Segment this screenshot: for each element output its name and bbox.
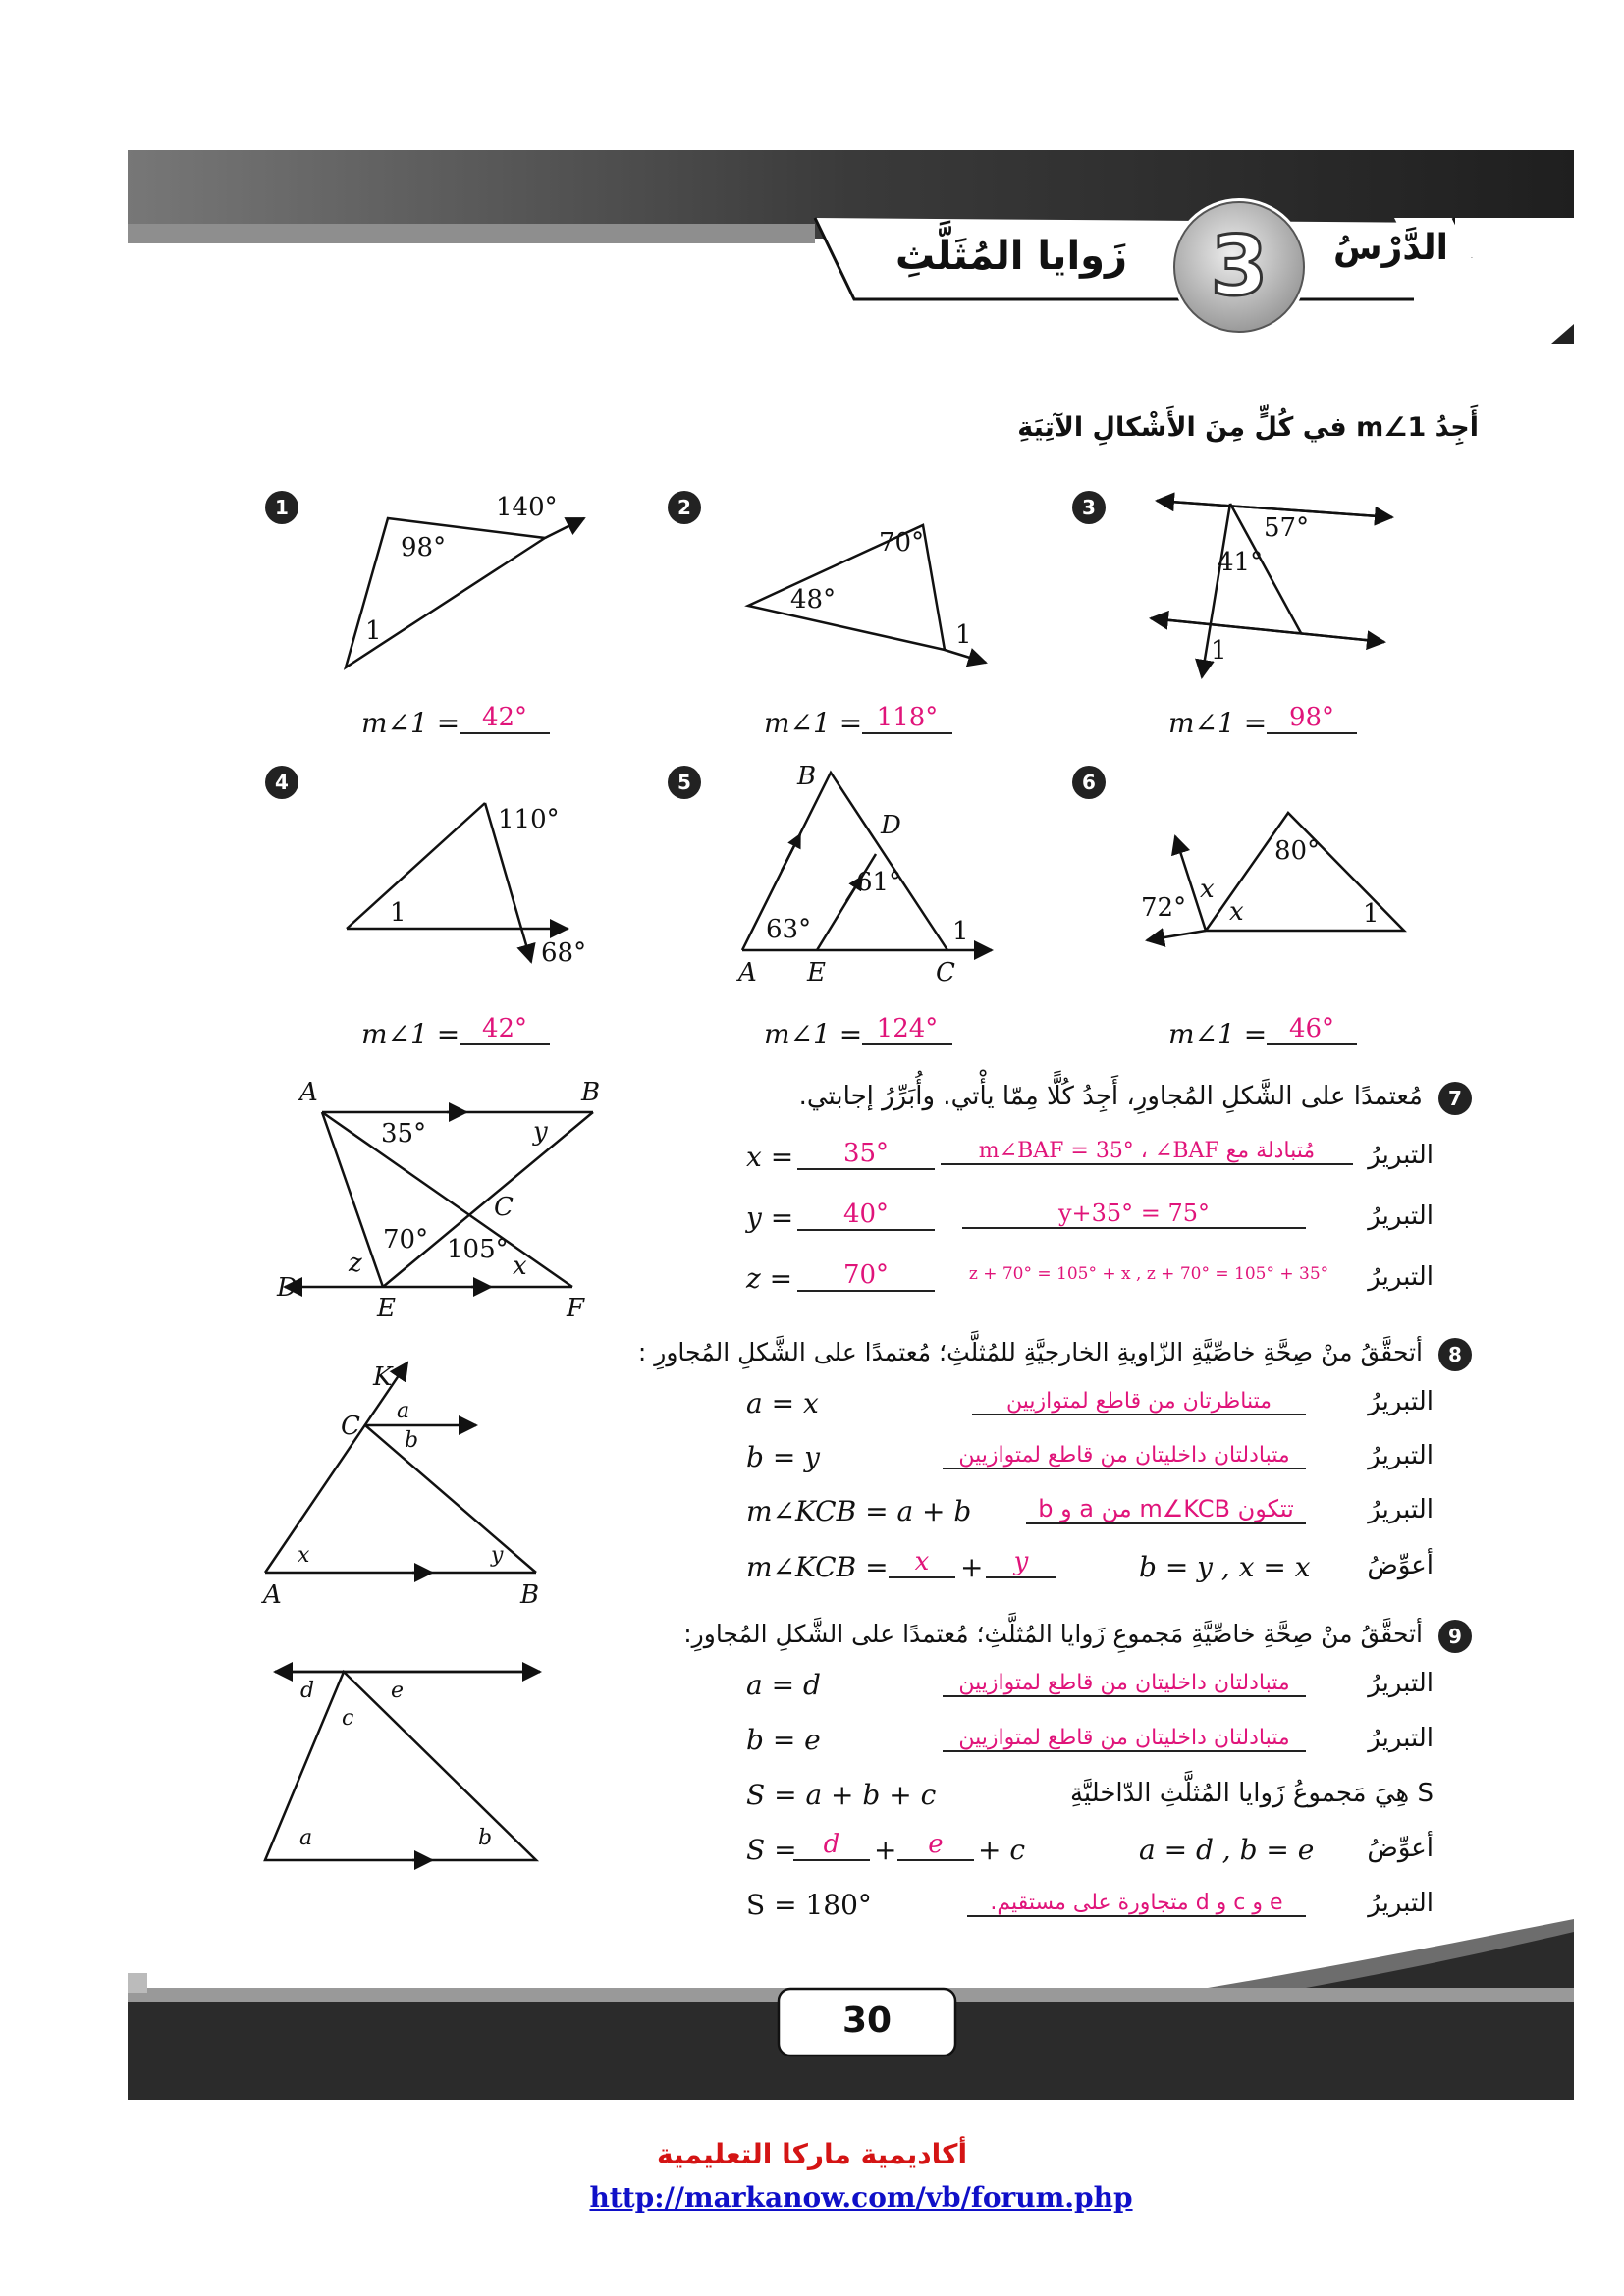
page-number: 30 bbox=[841, 2001, 893, 2041]
answer-6-value: 46° bbox=[1267, 1014, 1357, 1045]
q8-row1-label: التبريرُ bbox=[1368, 1387, 1434, 1416]
q9-sub-v2: e bbox=[897, 1830, 974, 1861]
q7-y-value: 40° bbox=[797, 1200, 935, 1231]
q8-sub-given: b = y , x = x bbox=[1139, 1551, 1311, 1583]
problem-9-badge: 9 bbox=[1438, 1620, 1472, 1653]
q9-row1-reason: متبادلتان داخليتان من قاطع لمتوازيين bbox=[943, 1671, 1306, 1697]
q7-y-var: y = bbox=[746, 1201, 794, 1234]
q9-s-expr: S = a + b + c bbox=[746, 1779, 937, 1811]
problem-5-badge: 5 bbox=[668, 766, 701, 799]
q8-text: أتحقَّقُ منْ صِحَّةِ خاصِّيَّةِ الزّاويةِ الخارجيَّةِ للمُثلَّثِ؛ مُعتمدًا على الشَّكلِ المُجاورِ : bbox=[637, 1338, 1423, 1366]
fig8-label-K: K bbox=[373, 1362, 393, 1392]
fig2-label-48: 48° bbox=[790, 585, 837, 614]
fig5-label-D: D bbox=[881, 811, 901, 840]
answer-3-value: 98° bbox=[1267, 703, 1357, 734]
lesson-word: الدَّرْسُ bbox=[1332, 228, 1448, 268]
fig3-label-1: 1 bbox=[1211, 636, 1227, 666]
q7-x-label: التبريرُ bbox=[1368, 1141, 1434, 1170]
q9-row2-reason: متبادلتان داخليتان من قاطع لمتوازيين bbox=[943, 1726, 1306, 1752]
fig5-label-63: 63° bbox=[766, 915, 812, 944]
problem-4-badge: 4 bbox=[265, 766, 298, 799]
answer-6-label: m∠1 = bbox=[1168, 1018, 1268, 1050]
q7-text: مُعتمدًا على الشَّكلِ المُجاورِ، أَجِدُ كُلًّا مِمّا يأْتي. وأُبَرِّرُ إجابتي. bbox=[798, 1082, 1423, 1111]
q9-row2-expr: b = e bbox=[746, 1724, 821, 1756]
fig8-label-b: b bbox=[405, 1428, 419, 1453]
fig5-label-A: A bbox=[738, 958, 757, 988]
q8-sub-v2: y bbox=[986, 1547, 1056, 1578]
q8-row3-label: التبريرُ bbox=[1368, 1495, 1434, 1524]
fig7-label-y: y bbox=[533, 1117, 548, 1147]
q9-row1-expr: a = d bbox=[746, 1669, 821, 1701]
fig8-label-x: x bbox=[298, 1543, 310, 1568]
q8-sub-label: أعوِّضُ bbox=[1367, 1551, 1434, 1580]
fig7-label-x: x bbox=[513, 1252, 527, 1281]
q8-sub-prefix: m∠KCB = bbox=[746, 1551, 889, 1583]
q8-row2-label: التبريرُ bbox=[1368, 1441, 1434, 1470]
fig9-label-d: d bbox=[300, 1679, 315, 1703]
fig5-label-C: C bbox=[936, 958, 955, 988]
fig7-label-C: C bbox=[494, 1193, 514, 1222]
q7-z-reason: z + 70° = 105° + x , z + 70° = 105° + 35° bbox=[968, 1264, 1329, 1284]
fig5-label-1: 1 bbox=[952, 917, 969, 946]
q9-final-reason: e و c و d متجاورة على مستقيم. bbox=[967, 1891, 1306, 1917]
fig5-label-E: E bbox=[807, 958, 826, 988]
q8-row3-expr: m∠KCB = a + b bbox=[746, 1495, 972, 1527]
lesson-title: زَوايا المُثَلَّثِ bbox=[894, 234, 1128, 279]
answer-3-label: m∠1 = bbox=[1168, 707, 1268, 739]
answer-1-label: m∠1 = bbox=[361, 707, 460, 739]
problem-3-badge: 3 bbox=[1072, 491, 1106, 524]
fig1-label-1: 1 bbox=[365, 616, 382, 646]
fig9-label-c: c bbox=[342, 1706, 354, 1731]
fig3-label-57: 57° bbox=[1264, 513, 1310, 543]
answer-2-value: 118° bbox=[862, 703, 952, 734]
q7-y-label: التبريرُ bbox=[1368, 1201, 1434, 1231]
q9-final-expr: S = 180° bbox=[746, 1889, 872, 1921]
fig7-label-D: D bbox=[277, 1273, 298, 1303]
q9-sub-given: a = d , b = e bbox=[1139, 1834, 1315, 1866]
fig7-label-A: A bbox=[299, 1078, 318, 1107]
answer-4-value: 42° bbox=[460, 1014, 550, 1045]
answer-4-label: m∠1 = bbox=[361, 1018, 460, 1050]
fig4-label-1: 1 bbox=[390, 898, 406, 928]
problem-7-badge: 7 bbox=[1438, 1082, 1472, 1115]
fig6-label-80: 80° bbox=[1274, 836, 1321, 866]
fig7-label-z: z bbox=[349, 1249, 362, 1278]
q9-text: أتحقَّقُ منْ صِحَّةِ خاصِّيَّةِ مَجموعِ زَوايا المُثلَّثِ؛ مُعتمدًا على الشَّكلِ المُجاورِ: bbox=[683, 1620, 1423, 1648]
answer-5-label: m∠1 = bbox=[764, 1018, 863, 1050]
answer-2-label: m∠1 = bbox=[764, 707, 863, 739]
problem-8-badge: 8 bbox=[1438, 1338, 1472, 1371]
fig8-label-B: B bbox=[520, 1580, 540, 1610]
q7-x-var: x = bbox=[746, 1141, 794, 1173]
fig2-label-70: 70° bbox=[879, 528, 925, 558]
q8-sub-plus: + bbox=[960, 1551, 984, 1583]
fig1-label-98: 98° bbox=[401, 533, 447, 562]
fig6-label-x2: x bbox=[1229, 897, 1244, 927]
fig4-label-68: 68° bbox=[541, 938, 587, 968]
fig9-label-e: e bbox=[391, 1679, 405, 1703]
q9-row1-label: التبريرُ bbox=[1368, 1669, 1434, 1698]
fig1-label-140: 140° bbox=[496, 493, 558, 522]
fig7-label-70: 70° bbox=[383, 1225, 429, 1255]
fig7-label-35: 35° bbox=[381, 1119, 427, 1148]
q8-row2-reason: متبادلتان داخليتان من قاطع لمتوازيين bbox=[943, 1443, 1306, 1469]
q9-s-text: S هِيَ مَجموعُ زَوايا المُثلَّثِ الدّاخليَّةِ bbox=[1069, 1779, 1434, 1808]
problem-2-badge: 2 bbox=[668, 491, 701, 524]
fig8-label-C: C bbox=[341, 1412, 360, 1441]
fig8-label-a: a bbox=[397, 1399, 410, 1423]
answer-1-value: 42° bbox=[460, 703, 550, 734]
q9-sub-prefix: S = bbox=[746, 1834, 797, 1866]
q9-sub-label: أعوِّضُ bbox=[1367, 1834, 1434, 1863]
instruction: أَجِدُ m∠1 في كُلٍّ مِنَ الأَشْكالِ الآتِيَةِ bbox=[1017, 412, 1479, 443]
fig8-label-y: y bbox=[491, 1543, 504, 1568]
forum-link[interactable]: http://markanow.com/vb/forum.php bbox=[589, 2181, 1133, 2214]
q8-row3-reason: تتكون m∠KCB من a و b bbox=[1026, 1495, 1306, 1524]
q8-row2-expr: b = y bbox=[746, 1441, 821, 1473]
q7-x-reason: مُتبادلة مع m∠BAF = 35° ، ∠BAF bbox=[941, 1139, 1353, 1165]
q7-y-reason: y+35° = 75° bbox=[962, 1200, 1306, 1229]
fig7-label-B: B bbox=[581, 1078, 601, 1107]
fig9-label-a: a bbox=[299, 1826, 313, 1850]
figure-8 bbox=[265, 1362, 536, 1573]
problem-6-badge: 6 bbox=[1072, 766, 1106, 799]
q8-row1-reason: متناظرتان من قاطع لمتوازيين bbox=[972, 1389, 1306, 1415]
q9-sub-tail: + c bbox=[978, 1834, 1026, 1866]
fig3-label-41: 41° bbox=[1218, 548, 1264, 577]
fig2-label-1: 1 bbox=[955, 620, 972, 650]
answer-5-value: 124° bbox=[862, 1014, 952, 1045]
fig6-label-1: 1 bbox=[1363, 899, 1380, 929]
q9-row2-label: التبريرُ bbox=[1368, 1724, 1434, 1753]
q8-row1-expr: a = x bbox=[746, 1387, 819, 1419]
academy-name: أكاديمية ماركا التعليمية bbox=[656, 2138, 968, 2170]
fig7-label-F: F bbox=[567, 1294, 585, 1323]
q9-sub-plus1: + bbox=[874, 1834, 897, 1866]
q9-final-label: التبريرُ bbox=[1368, 1889, 1434, 1918]
fig9-label-b: b bbox=[478, 1826, 493, 1850]
fig6-label-72: 72° bbox=[1141, 893, 1187, 923]
fig5-label-B: B bbox=[797, 762, 817, 791]
q7-z-label: التبريرُ bbox=[1368, 1262, 1434, 1292]
fig8-label-A: A bbox=[263, 1580, 282, 1610]
problem-1-badge: 1 bbox=[265, 491, 298, 524]
q7-z-value: 70° bbox=[797, 1260, 935, 1292]
lesson-number: 3 bbox=[1210, 218, 1269, 314]
q9-sub-v1: d bbox=[793, 1830, 870, 1861]
fig4-label-110: 110° bbox=[498, 805, 560, 834]
fig5-label-61: 61° bbox=[856, 868, 902, 897]
q8-sub-v1: x bbox=[889, 1547, 955, 1578]
fig6-label-x1: x bbox=[1200, 875, 1215, 904]
fig7-label-105: 105° bbox=[447, 1235, 509, 1264]
fig7-label-E: E bbox=[377, 1294, 396, 1323]
q7-x-value: 35° bbox=[797, 1139, 935, 1170]
q7-z-var: z = bbox=[746, 1262, 793, 1295]
